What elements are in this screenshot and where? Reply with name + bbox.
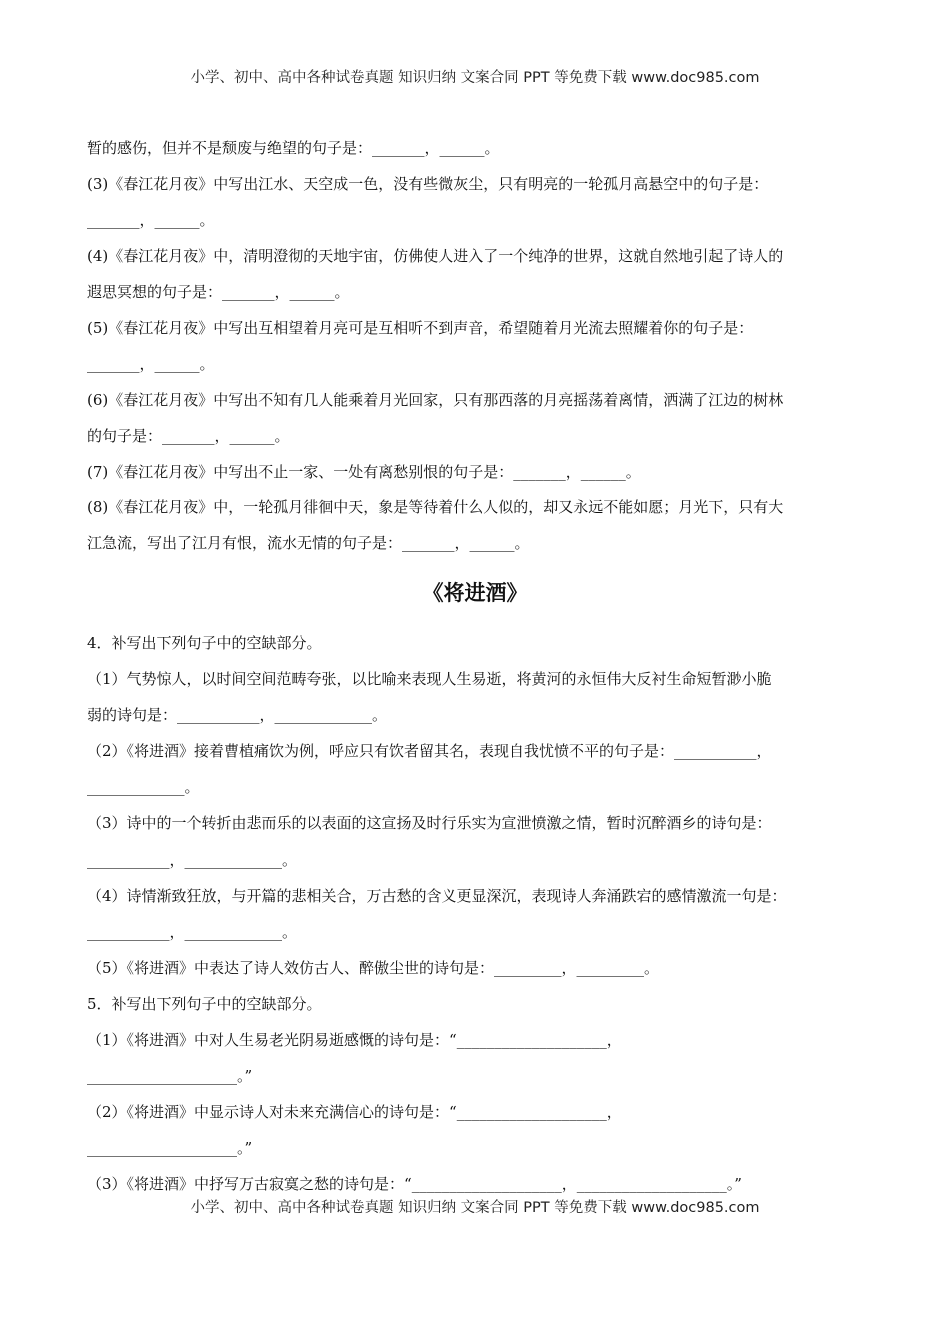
question-3-blank: _______，______。 [87,211,215,229]
question-8-line-2: 江急流，写出了江月有恨，流水无情的句子是：_______，______。 [87,534,530,552]
question-7-line: (7)《春江花月夜》中写出不止一家、一处有离愁别恨的句子是：_______，______。 [87,463,641,481]
question-text-line: 暂的感伤，但并不是颓废与绝望的句子是：_______，______。 [87,139,500,157]
item-4-5-line: （5）《将进酒》中表达了诗人效仿古人、醉傲尘世的诗句是：_________，_________。 [87,959,660,977]
item-5-2-line-1: （2）《将进酒》中显示诗人对未来充满信心的诗句是：“____________________， [87,1103,622,1121]
question-8-line-1: (8)《春江花月夜》中，一轮孤月徘徊中天，象是等待着什么人似的，却又永远不能如愿；月光下，只有大 [87,498,784,516]
item-4-3-line-1: （3）诗中的一个转折由悲而乐的以表面的这宣扬及时行乐实为宣泄愤激之情，暂时沉醉酒乡的诗句是： [87,814,772,832]
item-4-3-blank: ___________，_____________。 [87,851,298,869]
question-4-heading: 4．补写出下列句子中的空缺部分。 [87,634,322,652]
question-5-heading: 5．补写出下列句子中的空缺部分。 [87,995,322,1013]
question-6-line-2: 的句子是：_______，______。 [87,427,290,445]
item-4-2-blank: _____________。 [87,778,200,796]
item-5-1-blank: ____________________。” [87,1067,253,1085]
header-banner: 小学、初中、高中各种试卷真题 知识归纳 文案合同 PPT 等免费下载 www.doc985.com [190,70,760,86]
item-4-4-blank: ___________，_____________。 [87,923,298,941]
item-4-1-line-1: （1）气势惊人，以时间空间范畴夸张，以比喻来表现人生易逝，将黄河的永恒伟大反衬生命短暂渺小脆 [87,670,772,688]
item-5-2-blank: ____________________。” [87,1139,253,1157]
item-4-4-line-1: （4）诗情渐致狂放，与开篇的悲相关合，万古愁的含义更显深沉，表现诗人奔涌跌宕的感情激流一句是： [87,887,787,905]
item-4-1-line-2: 弱的诗句是：___________，_____________。 [87,706,388,724]
question-6-line-1: (6)《春江花月夜》中写出不知有几人能乘着月光回家，只有那西落的月亮摇荡着离情，洒满了江边的树林 [87,391,784,409]
question-4-line-1: (4)《春江花月夜》中，清明澄彻的天地宇宙，仿佛使人进入了一个纯净的世界，这就自然地引起了诗人的 [87,247,784,265]
question-4-line-2: 遐思冥想的句子是：_______，______。 [87,283,350,301]
footer-banner: 小学、初中、高中各种试卷真题 知识归纳 文案合同 PPT 等免费下载 www.doc985.com [190,1200,760,1216]
question-5-line-1: (5)《春江花月夜》中写出互相望着月亮可是互相听不到声音，希望随着月光流去照耀着你的句子是： [87,319,754,337]
item-5-3-line: （3）《将进酒》中抒写万古寂寞之愁的诗句是：“____________________，____________________。” [87,1175,742,1193]
item-5-1-line-1: （1）《将进酒》中对人生易老光阴易逝感慨的诗句是：“____________________， [87,1031,622,1049]
section-title: 《将进酒》 [422,581,528,605]
item-4-2-line-1: （2）《将进酒》接着曹植痛饮为例，呼应只有饮者留其名，表现自我忧愤不平的句子是：___________， [87,742,772,760]
question-3-line-1: (3)《春江花月夜》中写出江水、天空成一色，没有些微灰尘，只有明亮的一轮孤月高悬空中的句子是： [87,175,769,193]
question-5-blank: _______，______。 [87,355,215,373]
